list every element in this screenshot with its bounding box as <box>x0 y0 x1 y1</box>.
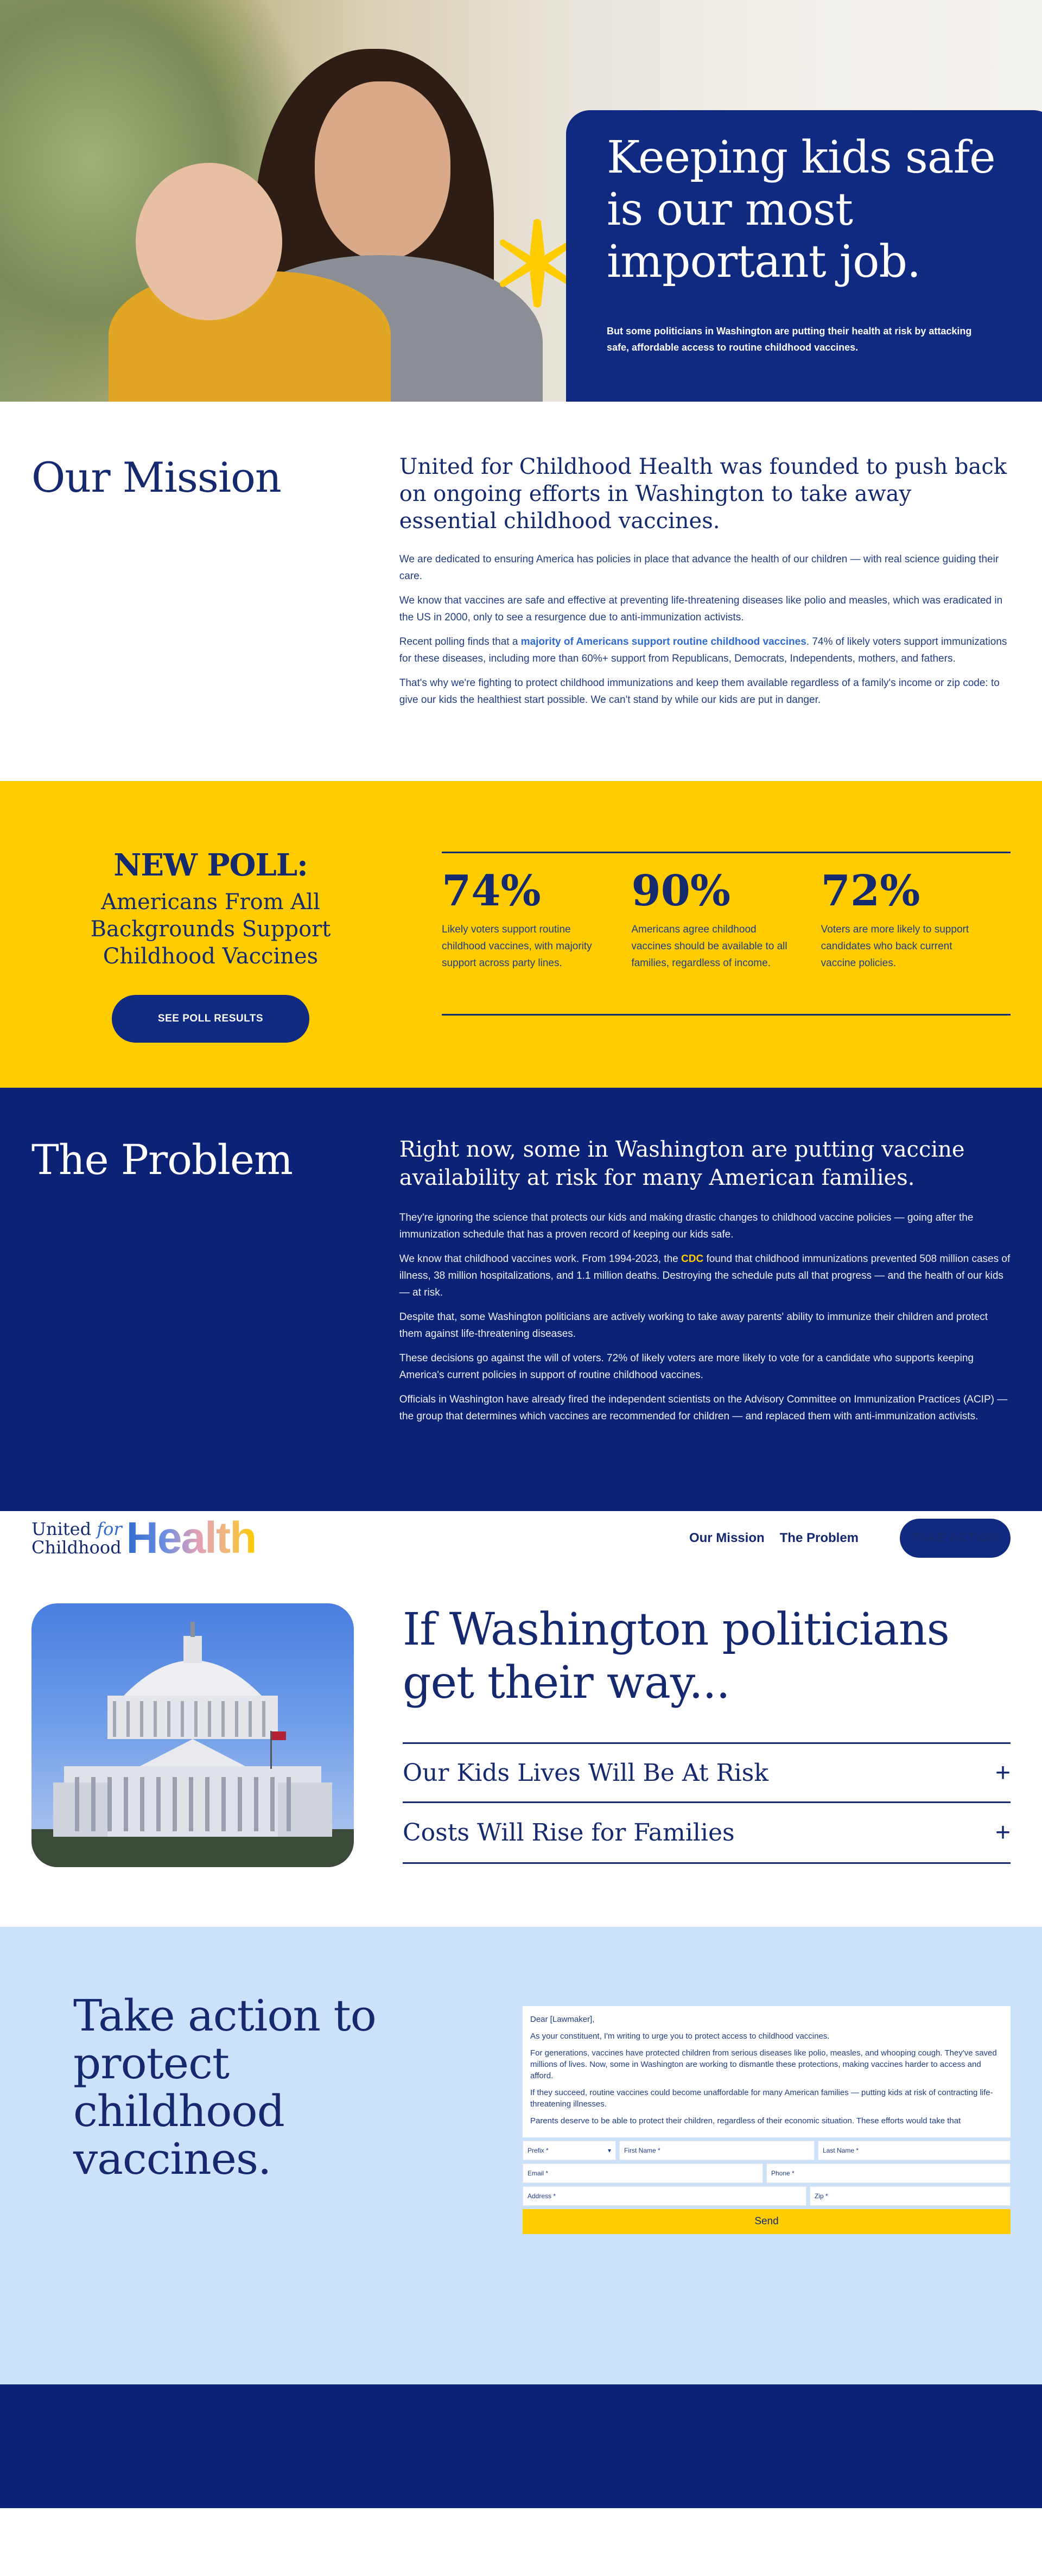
address-field[interactable]: Address * <box>523 2186 806 2206</box>
mission-paragraph: That's why we're fighting to protect childhood immunizations and keep them available regardless of a family's income or zip code: to give our kids the healthiest start possible. We can't stand by while our kids are put in danger. <box>399 677 1000 706</box>
logo-health-wordmark: Health <box>126 1513 256 1563</box>
mission-paragraph: We are dedicated to ensuring America has policies in place that advance the health of our children — with real science guiding their care. <box>399 554 999 582</box>
hero-section <box>0 0 1042 402</box>
nav-link-our-mission[interactable]: Our Mission <box>689 1531 765 1545</box>
mission-paragraph: We know that vaccines are safe and effective at preventing life-threatening diseases like polio and measles, which was eradicated in the US in 2000, only to see a resurgence due to anti-immunization activists. <box>399 595 1003 623</box>
stat-description: Americans agree childhood vaccines should be available to all families, regardless of income. <box>631 924 787 969</box>
accordion-item-costs-rise[interactable]: Costs Will Rise for Families + <box>403 1803 1011 1864</box>
problem-heading: The Problem <box>31 1135 293 1184</box>
site-logo[interactable]: United for Childhood Health <box>31 1513 256 1563</box>
poll-link[interactable]: majority of Americans support routine childhood vaccines <box>520 636 806 648</box>
stat-number: 72% <box>821 866 920 916</box>
site-nav <box>0 1511 1042 1565</box>
mission-paragraph: Recent polling finds that a majority of Americans support routine childhood vaccines. 74% of likely voters support immunizations for these diseases, including more than 60%+ support from Republicans, Democrats, Independents, mothers, and fathers. <box>399 636 1007 664</box>
hero-card <box>566 110 1042 402</box>
letter-textarea[interactable]: Dear [Lawmaker], As your constituent, I'm writing to urge you to protect access to childhood vaccines. For generations, vaccines have protected children from serious diseases like polio, measles, and whooping cough. They've saved millions of lives. Now, some in Washington are working to dismantle these protections, making vaccines harder to access and afford. If they succeed, routine vaccines could become unaffordable for many American families — putting kids at risk of contracting life-threatening illnesses. Parents deserve to be able to protect their children, regardless of their economic situation. These efforts would take that <box>523 2006 1011 2137</box>
letter-form <box>523 2006 1011 2234</box>
first-name-field[interactable]: First Name * <box>619 2141 815 2160</box>
hero-headline: Keeping kids safe is our most important job. <box>607 132 995 288</box>
take-action-section <box>0 1927 1042 2384</box>
washington-section <box>0 1565 1042 1927</box>
problem-paragraph: These decisions go against the will of voters. 72% of likely voters are more likely to vote for a candidate who supports keeping America's current policies in support of routine childhood vaccines. <box>399 1353 974 1381</box>
see-poll-results-button[interactable]: SEE POLL RESULTS <box>112 995 309 1043</box>
problem-paragraph: Despite that, some Washington politicians are actively working to take away parents' ability to immunize their children and protect them against life-threatening diseases. <box>399 1311 988 1340</box>
zip-field[interactable]: Zip * <box>810 2186 1011 2206</box>
mission-lead: United for Childhood Health was founded to push back on ongoing efforts in Washington to take away essential childhood vaccines. <box>399 454 1007 534</box>
phone-field[interactable]: Phone * <box>766 2163 1011 2183</box>
accordion <box>403 1742 1011 1864</box>
chevron-down-icon: ▾ <box>607 2147 611 2154</box>
stat-item <box>821 866 1011 1014</box>
problem-paragraph: They're ignoring the science that protects our kids and making drastic changes to childhood vaccine policies — going after the immunization schedule that has a proven record of keeping our kids safe. <box>399 1212 974 1240</box>
poll-section <box>0 781 1042 1088</box>
hero-subtext: But some politicians in Washington are putting their health at risk by attacking safe, affordable access to routine childhood vaccines. <box>607 326 972 353</box>
poll-subtitle: Americans From All Backgrounds Support Childhood Vaccines <box>90 890 331 969</box>
problem-paragraph: Officials in Washington have already fired the independent scientists on the Advisory Committee on Immunization Practices (ACIP) — the group that determines which vaccines are recommended for children — and replaced them with anti-immunization activists. <box>399 1394 1008 1422</box>
action-heading: Take action to protect childhood vaccines. <box>73 1990 376 2184</box>
send-button[interactable]: Send <box>523 2209 1011 2234</box>
problem-lead: Right now, some in Washington are putting vaccine availability at risk for many American families. <box>399 1137 965 1190</box>
stat-description: Voters are more likely to support candidates who back current vaccine policies. <box>821 924 969 969</box>
email-field[interactable]: Email * <box>523 2163 763 2183</box>
mission-heading: Our Mission <box>31 453 281 502</box>
stat-number: 74% <box>442 866 541 916</box>
problem-paragraph: We know that childhood vaccines work. From 1994-2023, the CDC found that childhood immunizations prevented 508 million cases of illness, 38 million hospitalizations, and 1.1 million deaths. Destroying the schedule puts all that progress — and the health of our kids — at risk. <box>399 1253 1011 1298</box>
nav-link-the-problem[interactable]: The Problem <box>779 1531 859 1545</box>
capitol-building-image <box>31 1603 354 1867</box>
plus-icon[interactable]: + <box>995 1758 1011 1787</box>
stat-item <box>442 866 631 1014</box>
poll-title: NEW POLL: <box>113 847 308 883</box>
footer <box>0 2384 1042 2508</box>
stat-item <box>631 866 821 1014</box>
poll-stats <box>442 852 1011 1016</box>
problem-section <box>0 1088 1042 1511</box>
washington-heading: If Washington politicians get their way... <box>403 1604 949 1709</box>
take-action-button[interactable]: TAKE ACTION <box>900 1519 1011 1558</box>
stat-description: Likely voters support routine childhood vaccines, with majority support across party lines. <box>442 924 592 969</box>
cdc-link[interactable]: CDC <box>681 1253 704 1265</box>
stat-number: 90% <box>631 866 730 916</box>
last-name-field[interactable]: Last Name * <box>818 2141 1011 2160</box>
plus-icon[interactable]: + <box>995 1818 1011 1847</box>
prefix-select[interactable]: Prefix * ▾ <box>523 2141 616 2160</box>
mission-section <box>0 402 1042 781</box>
accordion-item-kids-at-risk[interactable]: Our Kids Lives Will Be At Risk + <box>403 1742 1011 1803</box>
